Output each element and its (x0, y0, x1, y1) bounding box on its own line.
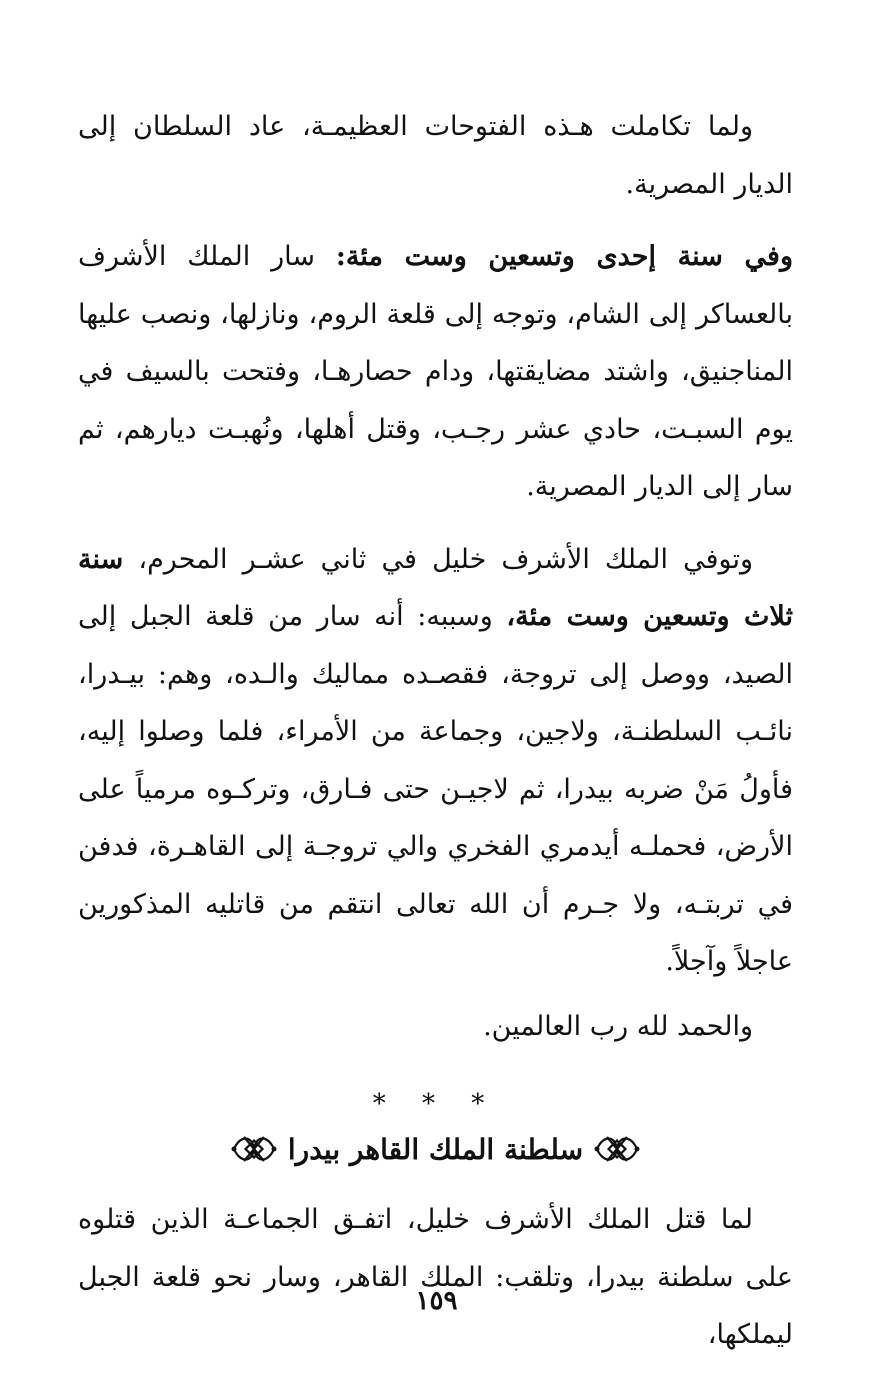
paragraph-text: والحمد لله رب العالمين. (483, 1010, 753, 1042)
section-separator: * * * (372, 1089, 499, 1119)
paragraph-text: لما قتل الملك الأشرف خليل، اتفـق الجماعـة الذين قتلوه على سلطنة بيدرا، وتلقب: الملك القاهر، وسار نحو قلعة الجبل ليملكها، (78, 1204, 793, 1350)
paragraph-closing-praise (78, 998, 793, 1056)
paragraph-text: سار الملك الأشرف بالعساكر إلى الشام، وتوجه إلى قلعة الروم، ونازلها، ونصب عليها المناجنيق، واشتد مضايقتها، ودام حصارهـا، وفتحت بالسيف في يوم السبـت، حادي عشر رجـب، وقتل أهلها، ونُهبـت ديارهم، ثم سار إلى الديار المصرية. (78, 241, 794, 502)
paragraph-baydara-sultanate (78, 1191, 793, 1364)
year-heading-693: سنة ثلاث وتسعين وست مئة، (78, 543, 793, 632)
right-ornament-icon (593, 1129, 641, 1169)
section-heading (78, 1129, 793, 1169)
year-heading-691: وفي سنة إحدى وتسعين وست مئة: (335, 241, 793, 272)
paragraph-death-of-ashraf (78, 531, 793, 991)
paragraph-text: وتوفي الملك الأشرف خليل في ثاني عشـر المحرم، (123, 543, 753, 575)
paragraph-text: ولما تكاملت هـذه الفتوحات العظيمـة، عاد السلطان إلى الديار المصرية. (78, 111, 793, 200)
paragraph-year-691 (78, 228, 793, 516)
page-number: ١٥٩ (415, 1286, 458, 1316)
paragraph-text: وسببه: أنه سار من قلعة الجبل إلى الصيد، ووصل إلى تروجة، فقصـده مماليك والـده، وهم: بيـدرا، نائـب السلطنـة، ولاجين، وجماعة من الأمراء، فلما وصلوا إليه، فأولُ مَنْ ضربه بيدرا، ثم لاجيـن حتى فـارق، وتركـوه مرمياً على الأرض، فحملـه أيدمري الفخري والي تروجـة إلى القاهـرة، فدفن في تربتـه، ولا جـرم أن الله تعالى انتقم من قاتليه المذكورين عاجلاً وآجلاً. (78, 601, 793, 977)
paragraph-return-to-egypt (78, 98, 793, 213)
left-ornament-icon (230, 1129, 278, 1169)
section-title: سلطنة الملك القاهر بيدرا (287, 1132, 584, 1166)
